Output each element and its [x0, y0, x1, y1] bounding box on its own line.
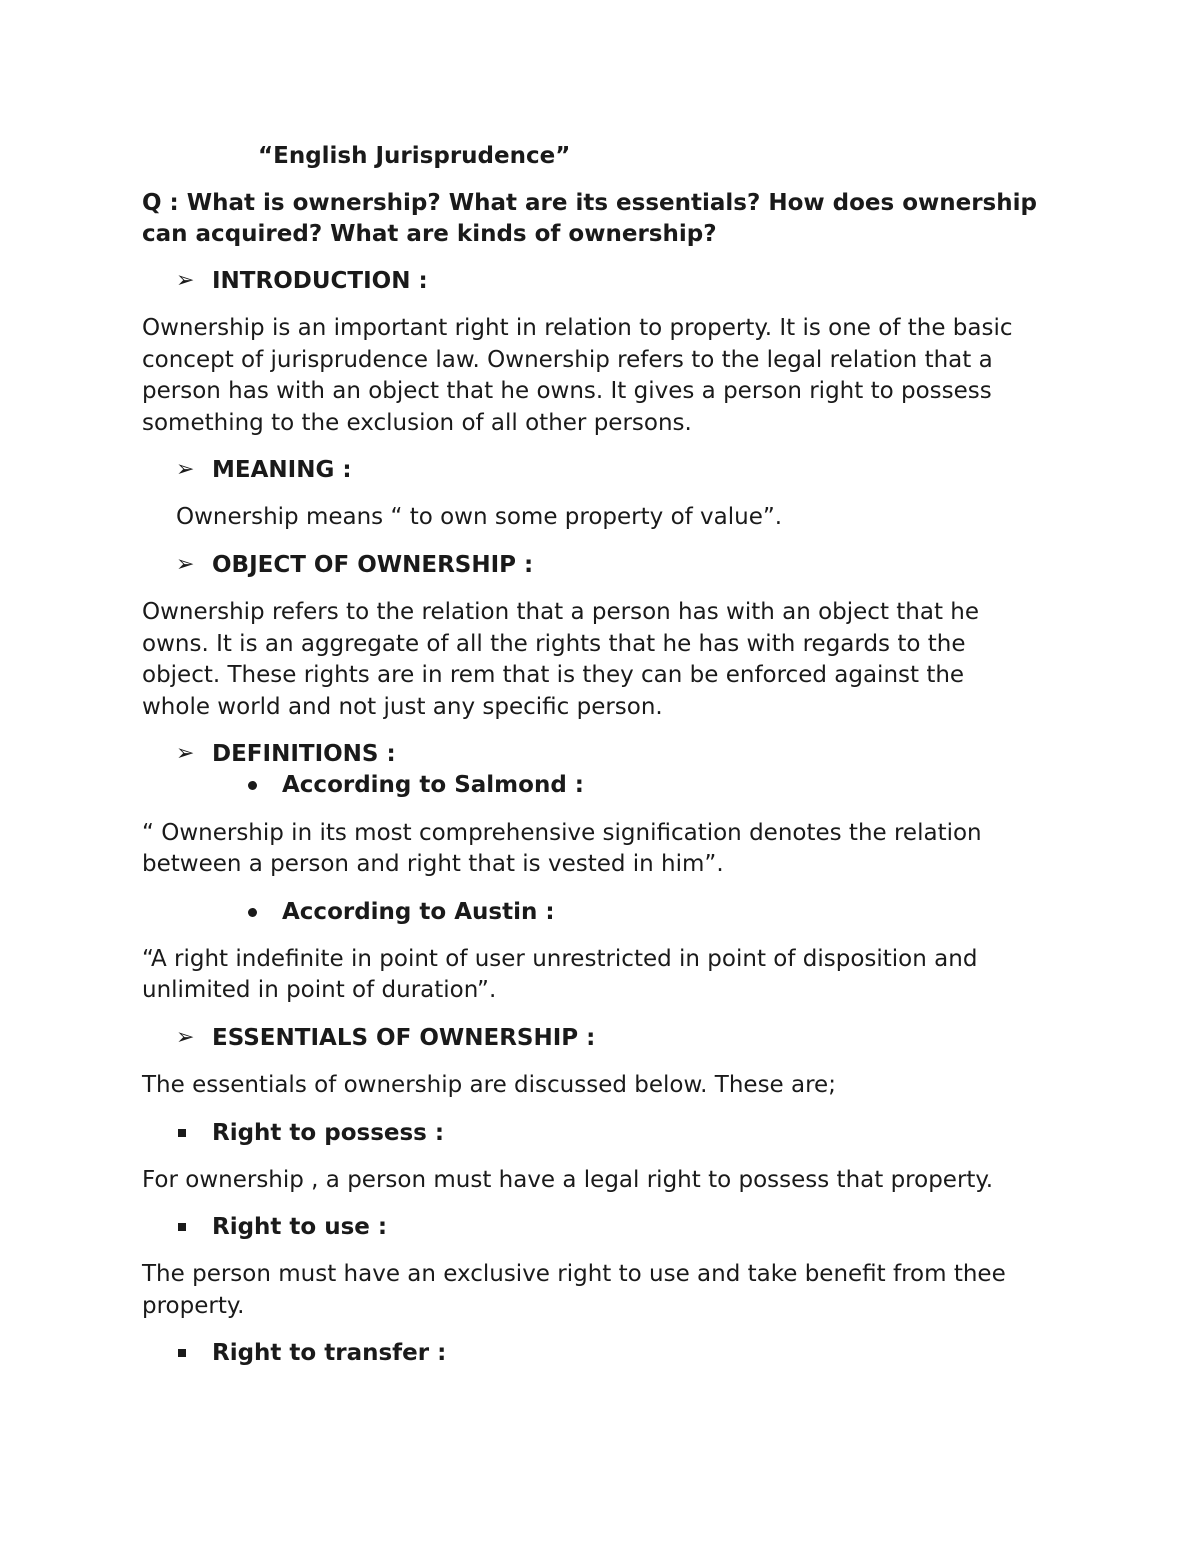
square-bullet-icon	[178, 1349, 186, 1357]
intro-line-3: person has with an object that he owns. It gives a person right to possess	[142, 378, 992, 404]
question-line-2: can acquired? What are kinds of ownership?	[142, 221, 717, 247]
arrow-bullet-icon: ➢	[176, 741, 195, 766]
intro-heading: INTRODUCTION :	[212, 268, 428, 294]
object-heading: OBJECT OF OWNERSHIP :	[212, 552, 534, 578]
square-bullet-icon	[178, 1129, 186, 1137]
meaning-line: Ownership means “ to own some property of value”.	[176, 504, 783, 530]
essentials-intro: The essentials of ownership are discussed below. These are;	[142, 1072, 836, 1098]
use-heading: Right to use :	[212, 1214, 388, 1240]
arrow-bullet-icon: ➢	[176, 552, 195, 577]
austin-line-2: unlimited in point of duration”.	[142, 977, 497, 1003]
salmond-line-2: between a person and right that is vested in him”.	[142, 851, 724, 877]
intro-line-2: concept of jurisprudence law. Ownership refers to the legal relation that a	[142, 347, 993, 373]
salmond-heading: According to Salmond :	[282, 772, 584, 798]
definitions-heading: DEFINITIONS :	[212, 741, 396, 767]
possess-line: For ownership , a person must have a legal right to possess that property.	[142, 1167, 994, 1193]
intro-line-1: Ownership is an important right in relation to property. It is one of the basic	[142, 315, 1013, 341]
arrow-bullet-icon: ➢	[176, 457, 195, 482]
possess-heading: Right to possess :	[212, 1120, 445, 1146]
transfer-heading: Right to transfer :	[212, 1340, 447, 1366]
object-line-4: whole world and not just any specific person.	[142, 694, 663, 720]
question-line-1: Q : What is ownership? What are its essentials? How does ownership	[142, 190, 1037, 216]
round-bullet-icon	[248, 781, 257, 790]
austin-heading: According to Austin :	[282, 899, 555, 925]
meaning-heading: MEANING :	[212, 457, 352, 483]
arrow-bullet-icon: ➢	[176, 1025, 195, 1050]
austin-line-1: “A right indefinite in point of user unrestricted in point of disposition and	[142, 946, 978, 972]
round-bullet-icon	[248, 908, 257, 917]
arrow-bullet-icon: ➢	[176, 268, 195, 293]
square-bullet-icon	[178, 1223, 186, 1231]
salmond-line-1: “ Ownership in its most comprehensive signification denotes the relation	[142, 820, 982, 846]
intro-line-4: something to the exclusion of all other persons.	[142, 410, 692, 436]
essentials-heading: ESSENTIALS OF OWNERSHIP :	[212, 1025, 596, 1051]
object-line-3: object. These rights are in rem that is they can be enforced against the	[142, 662, 965, 688]
object-line-1: Ownership refers to the relation that a person has with an object that he	[142, 599, 980, 625]
use-line-1: The person must have an exclusive right to use and take benefit from thee	[142, 1261, 1006, 1287]
document-title: “English Jurisprudence”	[258, 143, 571, 169]
use-line-2: property.	[142, 1293, 245, 1319]
object-line-2: owns. It is an aggregate of all the rights that he has with regards to the	[142, 631, 966, 657]
